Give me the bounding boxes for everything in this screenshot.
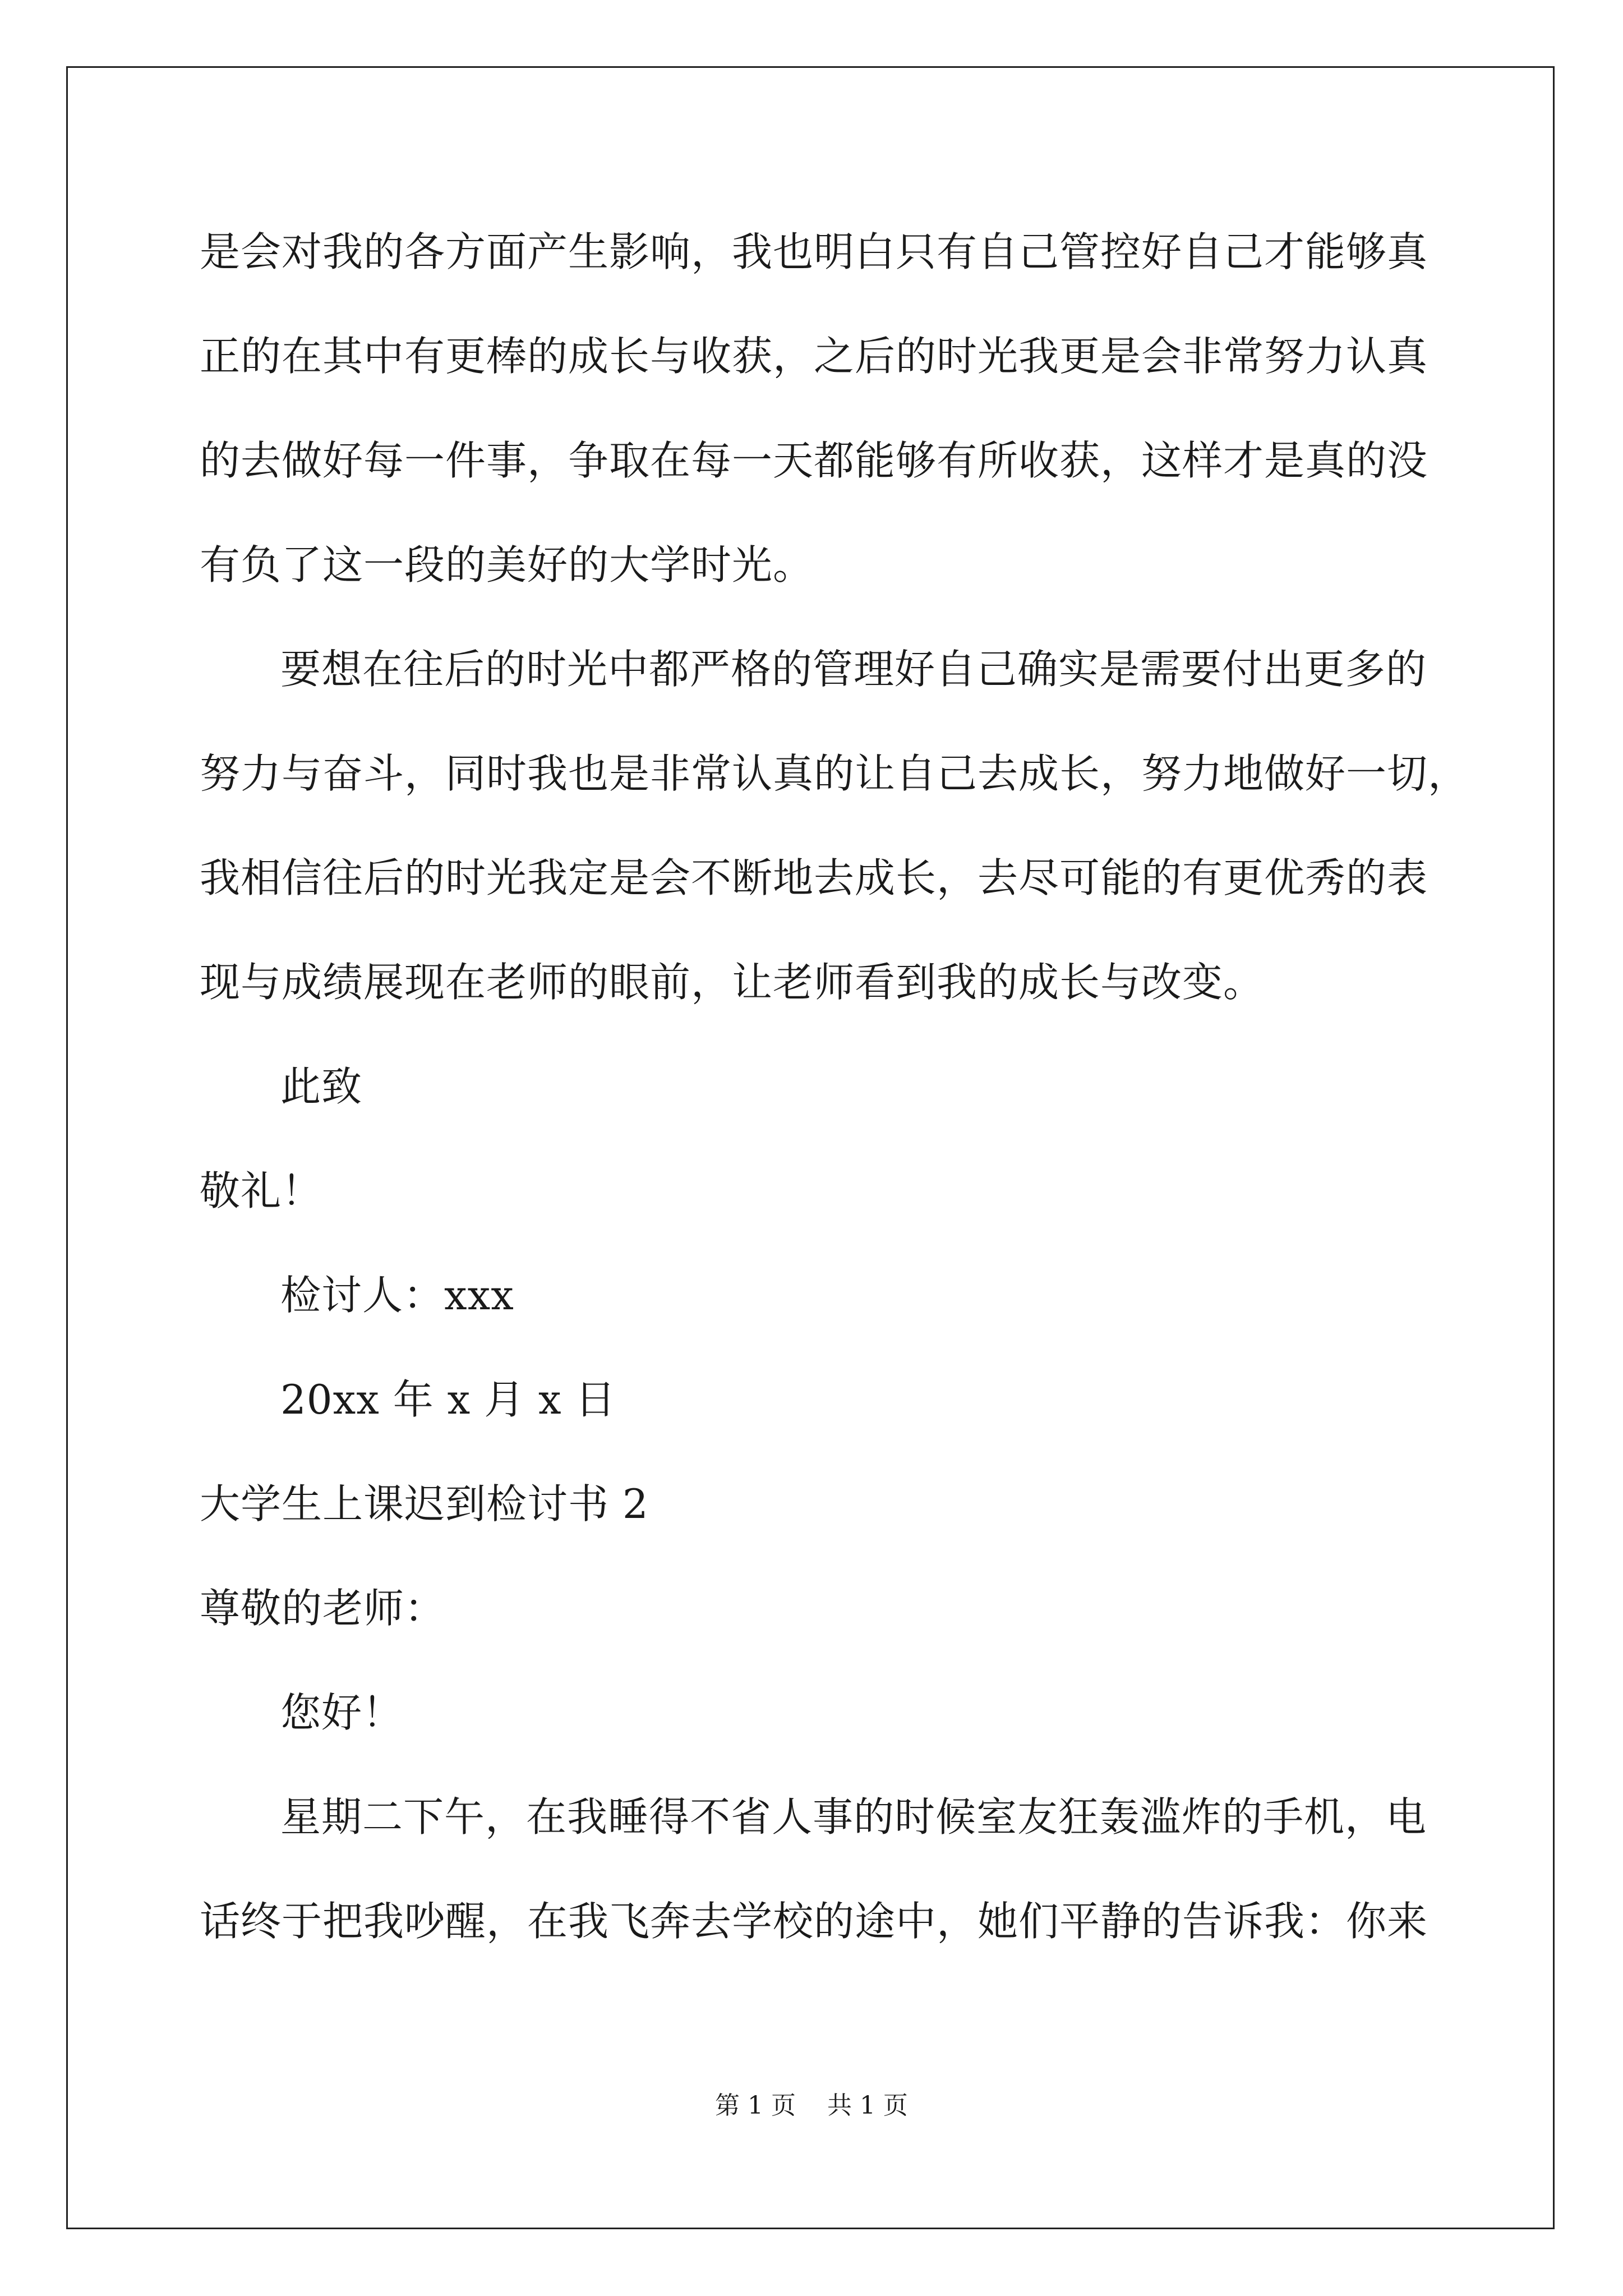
paragraph-line: 的去做好每一件事，争取在每一天都能够有所收获，这样才是真的没: [200, 437, 1428, 484]
paragraph-line: 努力与奋斗，同时我也是非常认真的让自己去成长，努力地做好一切，: [200, 750, 1469, 797]
paragraph-line: 我相信往后的时光我定是会不断地去成长，去尽可能的有更优秀的表: [200, 854, 1428, 901]
closing-text: 此致: [280, 1063, 363, 1110]
date-line: 20xx 年 x 月 x 日: [280, 1376, 616, 1423]
paragraph-line: 现与成绩展现在老师的眼前，让老师看到我的成长与改变。: [200, 959, 1265, 1006]
page-footer: 第 1 页 共 1 页: [715, 2091, 908, 2120]
paragraph-line: 话终于把我吵醒，在我飞奔去学校的途中，她们平静的告诉我：你来: [200, 1898, 1428, 1945]
salute-text: 敬礼！: [200, 1167, 323, 1214]
paragraph-line: 有负了这一段的美好的大学时光。: [200, 541, 814, 588]
greeting-recipient: 尊敬的老师：: [200, 1585, 446, 1632]
paragraph-line: 是会对我的各方面产生影响，我也明白只有自己管控好自己才能够真: [200, 228, 1428, 275]
greeting-text: 您好！: [280, 1689, 404, 1736]
signature-line: 检讨人：xxx: [280, 1272, 514, 1319]
paragraph-line: 要想在往后的时光中都严格的管理好自己确实是需要付出更多的: [280, 646, 1427, 693]
paragraph-line: 正的在其中有更棒的成长与收获，之后的时光我更是会非常努力认真: [200, 333, 1428, 380]
paragraph-line: 星期二下午，在我睡得不省人事的时候室友狂轰滥炸的手机，电: [280, 1793, 1427, 1841]
section-title: 大学生上课迟到检讨书 2: [200, 1480, 649, 1527]
